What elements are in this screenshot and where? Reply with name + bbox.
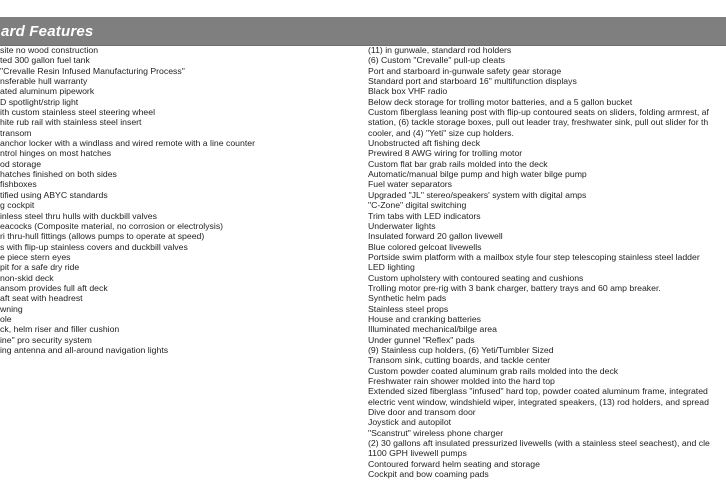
feature-item: fishboxes xyxy=(0,179,37,190)
feature-item: Stainless steel props xyxy=(368,303,449,314)
feature-item: cooler, and (4) "Yeti" size cup holders. xyxy=(368,127,514,138)
feature-item: Trolling motor pre-rig with 3 bank charger, battery trays and 60 amp breaker. xyxy=(368,282,661,293)
feature-item: Custom flat bar grab rails molded into the deck xyxy=(368,158,548,169)
feature-item: Automatic/manual bilge pump and high water bilge pump xyxy=(368,169,587,180)
feature-item: nsferable hull warranty xyxy=(0,76,88,87)
feature-item: ansom provides full aft deck xyxy=(0,282,108,293)
feature-item: Upgraded "JL" stereo/speakers' system with digital amps xyxy=(368,189,587,200)
section-title: ard Features xyxy=(1,22,94,40)
feature-item: tified using ABYC standards xyxy=(0,189,108,200)
feature-item: Extended sized fiberglass "infused" hard top, powder coated aluminum frame, integrated xyxy=(368,386,708,397)
feature-item: Port and starboard in-gunwale safety gear storage xyxy=(368,65,562,76)
feature-item: anchor locker with a windlass and wired remote with a line counter xyxy=(0,138,255,149)
feature-item: Black box VHF radio xyxy=(368,86,448,97)
feature-item: transom xyxy=(0,127,32,138)
feature-item: ntrol hinges on most hatches xyxy=(0,148,112,159)
feature-item: wning xyxy=(0,303,23,314)
feature-item: (9) Stainless cup holders, (6) Yeti/Tumbler Sized xyxy=(368,344,554,355)
feature-item: hite rub rail with stainless steel insert xyxy=(0,117,142,128)
feature-item: ing antenna and all-around navigation lights xyxy=(0,344,169,355)
feature-item: od storage xyxy=(0,158,42,169)
feature-item: "Crevalle Resin Infused Manufacturing Process" xyxy=(0,65,185,76)
feature-item: non-skid deck xyxy=(0,272,54,283)
feature-item: s with flip-up stainless covers and duckbill valves xyxy=(0,241,188,252)
feature-item: Fuel water separators xyxy=(368,179,453,190)
feature-item: "C-Zone" digital switching xyxy=(368,200,467,211)
feature-item: aft seat with headrest xyxy=(0,293,83,304)
section-header-bar xyxy=(0,17,726,46)
feature-item: "Scanstrut" wireless phone charger xyxy=(368,427,504,438)
feature-item: Blue colored gelcoat livewells xyxy=(368,241,482,252)
feature-item: Under gunnel "Reflex" pads xyxy=(368,334,475,345)
feature-item: hatches finished on both sides xyxy=(0,169,117,180)
feature-item: 1100 GPH livewell pumps xyxy=(368,448,467,459)
feature-item: ith custom stainless steel steering wheel xyxy=(0,107,156,118)
feature-item: Prewired 8 AWG wiring for trolling motor xyxy=(368,148,523,159)
feature-item: House and cranking batteries xyxy=(368,313,482,324)
feature-item: Portside swim platform with a mailbox style four step telescoping stainless steel ladder xyxy=(368,251,700,262)
feature-item: Illuminated mechanical/bilge area xyxy=(368,324,497,335)
feature-item: inless steel thru hulls with duckbill valves xyxy=(0,210,157,221)
feature-item: Joystick and autopilot xyxy=(368,417,452,428)
feature-item: LED lighting xyxy=(368,262,415,273)
feature-item: site no wood construction xyxy=(0,45,99,55)
feature-item: ted 300 gallon fuel tank xyxy=(0,55,90,66)
feature-item: D spotlight/strip light xyxy=(0,96,79,107)
feature-item: Transom sink, cutting boards, and tackle center xyxy=(368,355,551,366)
feature-item: Insulated forward 20 gallon livewell xyxy=(368,231,503,242)
feature-item: Custom upholstery with contoured seating and cushions xyxy=(368,272,584,283)
feature-item: pit for a safe dry ride xyxy=(0,262,80,273)
feature-item: Underwater lights xyxy=(368,220,436,231)
feature-item: Dive door and transom door xyxy=(368,407,476,418)
feature-item: Custom powder coated aluminum grab rails molded into the deck xyxy=(368,365,619,376)
feature-item: Contoured forward helm seating and storage xyxy=(368,458,540,469)
feature-item: ck, helm riser and filler cushion xyxy=(0,324,120,335)
feature-item: g cockpit xyxy=(0,200,35,211)
features-right-column xyxy=(368,45,710,479)
features-left-column xyxy=(0,45,255,355)
feature-item: (2) 30 gallons aft insulated pressurized livewells (with a stainless steel seachest), and cle xyxy=(368,438,710,449)
feature-item: Below deck storage for trolling motor batteries, and a 5 gallon bucket xyxy=(368,96,633,107)
feature-item: Unobstructed aft fishing deck xyxy=(368,138,481,149)
feature-item: ole xyxy=(0,313,12,324)
feature-item: eacocks (Composite material, no corrosion or electrolysis) xyxy=(0,220,224,231)
feature-item: (6) Custom "Crevalle" pull-up cleats xyxy=(368,55,506,66)
feature-item: Custom fiberglass leaning post with flip-up contoured seats on sliders, folding armrest, af xyxy=(368,107,709,118)
feature-item: Synthetic helm pads xyxy=(368,293,447,304)
feature-item: ri thru-hull fittings (allows pumps to operate at speed) xyxy=(0,231,205,242)
feature-item: Standard port and starboard 16" multifunction displays xyxy=(368,76,577,87)
feature-item: ine" pro security system xyxy=(0,334,92,345)
feature-item: station, (6) tackle storage boxes, pull out leader tray, freshwater sink, pull out slider for th xyxy=(368,117,709,128)
feature-item: (11) in gunwale, standard rod holders xyxy=(368,45,512,55)
feature-item: Cockpit and bow coaming pads xyxy=(368,469,489,480)
feature-item: Freshwater rain shower molded into the hard top xyxy=(368,376,555,386)
feature-item: e piece stern eyes xyxy=(0,251,71,262)
feature-item: electric vent window, windshield wiper, integrated speakers, (13) rod holders, and spread xyxy=(368,396,709,407)
feature-item: Trim tabs with LED indicators xyxy=(368,210,481,221)
feature-item: ated aluminum pipework xyxy=(0,86,95,97)
